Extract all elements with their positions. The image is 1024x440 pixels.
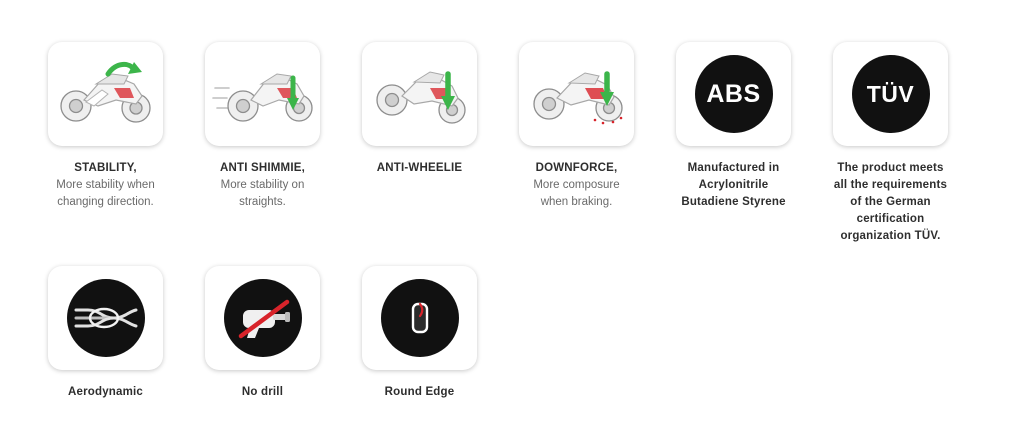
feature-downforce [519,42,634,211]
aerodynamic-circle [67,279,145,357]
feature-caption [48,160,163,211]
motorcycle-anti-wheelie-icon [362,42,477,146]
motorcycle-downforce-icon [519,42,634,146]
feature-abs-material [676,42,791,211]
feature-subtitle: More stability on straights. [220,179,305,208]
feature-title: STABILITY, [74,162,137,174]
feature-caption [676,160,791,211]
feature-subtitle: More composure when braking. [533,179,620,208]
feature-anti-wheelie [362,42,477,177]
feature-subtitle: More stability when changing direction. [56,179,155,208]
feature-caption [833,160,948,245]
feature-title: Manufactured in Acrylonitrile Butadiene Styrene [681,162,786,208]
feature-title: DOWNFORCE, [535,162,618,174]
feature-title: The product meets all the requirements of the German certification organization TÜV. [833,162,948,242]
no-drill-icon [205,266,320,370]
no-drill-circle [224,279,302,357]
feature-no-drill [205,266,320,401]
feature-round-edge [362,266,477,401]
abs-circle [695,55,773,133]
feature-title: ANTI-WHEELIE [376,162,463,174]
feature-caption [385,384,455,401]
feature-title: Round Edge [384,386,455,398]
feature-title: Aerodynamic [67,386,144,398]
feature-anti-shimmie [205,42,320,211]
feature-title: ANTI SHIMMIE, [219,162,305,174]
motorcycle-anti-shimmie-icon [205,42,320,146]
tuv-badge-icon [833,42,948,146]
motorcycle-stability-icon [48,42,163,146]
feature-row-1 [48,42,948,245]
feature-row-2 [48,266,477,401]
feature-caption [205,160,320,211]
feature-caption [242,384,283,401]
round-edge-circle [381,279,459,357]
abs-label: ABS [706,79,761,108]
tuv-label: TÜV [866,80,915,107]
tuv-circle [852,55,930,133]
abs-badge-icon [676,42,791,146]
feature-caption [519,160,634,211]
aerodynamic-airflow-icon [48,266,163,370]
feature-caption [377,160,462,177]
feature-title: No drill [241,386,284,398]
feature-caption [68,384,143,401]
round-edge-icon [362,266,477,370]
feature-aerodynamic [48,266,163,401]
feature-stability [48,42,163,211]
feature-tuv-certification [833,42,948,245]
